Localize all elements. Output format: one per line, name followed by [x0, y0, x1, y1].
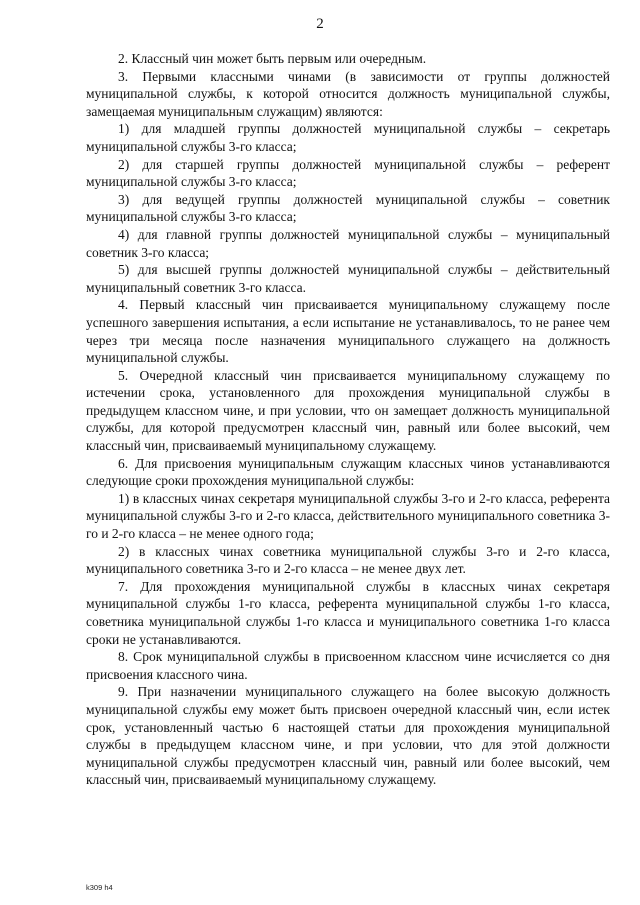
- page-number: 2: [316, 16, 324, 32]
- paragraph-4-first-rank-assignment: 4. Первый классный чин присваивается муниципальному служащему после успешного завершения испытания, а если испытание не устанавливалось, то не ранее чем через три месяца после назначения муниципального служащего на должность муниципальной службы.: [86, 297, 610, 366]
- list-item-term-one-year: 1) в классных чинах секретаря муниципальной службы 3-го и 2-го класса, референта муниципальной службы 3-го и 2-го класса, действительного муниципального советника 3-го и 2-го класса – не менее одного года;: [86, 490, 610, 542]
- paragraph-7-no-terms: 7. Для прохождения муниципальной службы в классных чинах секретаря муниципальной службы 1-го класса, референта муниципальной службы 1-го класса, советника муниципальной службы 1-го класса и муниципального советника 1-го класса сроки не устанавливаются.: [86, 578, 610, 647]
- paragraph-3-first-ranks: 3. Первыми классными чинами (в зависимости от группы должностей муниципальной службы, к которой относится должность муниципальной службы, замещаемая муниципальным служащим) являются:: [86, 68, 610, 119]
- paragraph-5-next-rank: 5. Очередной классный чин присваивается муниципальному служащему по истечении срока, установленного для прохождения муниципальной службы в предыдущем классном чине, и при условии, что он замещает должность муниципальной службы, для которой предусмотрен классный чин, равный или более высокий, чем классный чин, присваиваемый муниципальному служащему.: [86, 367, 610, 454]
- list-item-term-two-years: 2) в классных чинах советника муниципальной службы 3-го и 2-го класса, муниципального советника 3-го и 2-го класса – не менее двух лет.: [86, 543, 610, 577]
- list-item-highest-group: 5) для высшей группы должностей муниципальной службы – действительный муниципальный советник 3-го класса.: [86, 262, 610, 295]
- list-item-senior-group: 2) для старшей группы должностей муниципальной службы – референт муниципальной службы 3-го класса;: [86, 156, 610, 190]
- footer-code: k309 h4: [86, 883, 113, 892]
- paragraph-8-term-calculation: 8. Срок муниципальной службы в присвоенном классном чине исчисляется со дня присвоения классного чина.: [86, 649, 610, 682]
- paragraph-6-service-terms: 6. Для присвоения муниципальным служащим классных чинов устанавливаются следующие сроки прохождения муниципальной службы:: [86, 455, 610, 489]
- list-item-leading-group: 3) для ведущей группы должностей муниципальной службы – советник муниципальной службы 3-го класса;: [86, 191, 610, 225]
- list-item-main-group: 4) для главной группы должностей муниципальной службы – муниципальный советник 3-го класса;: [86, 226, 610, 260]
- paragraph-2-class-rank: 2. Классный чин может быть первым или очередным.: [118, 51, 427, 66]
- document-body: [86, 50, 610, 789]
- paragraph-9-higher-position: 9. При назначении муниципального служащего на более высокую должность муниципальной службы ему может быть присвоен очередной классный чин, если истек срок, установленный частью 6 настоящей статьи для прохождения муниципальной службы в предыдущем классном чине, и при условии, что для этой должности муниципальной службы предусмотрен классный чин, равный или более высокий, чем классный чин, присваиваемый муниципальному служащему.: [86, 684, 610, 788]
- list-item-junior-group: 1) для младшей группы должностей муниципальной службы – секретарь муниципальной службы 3-го класса;: [86, 121, 610, 154]
